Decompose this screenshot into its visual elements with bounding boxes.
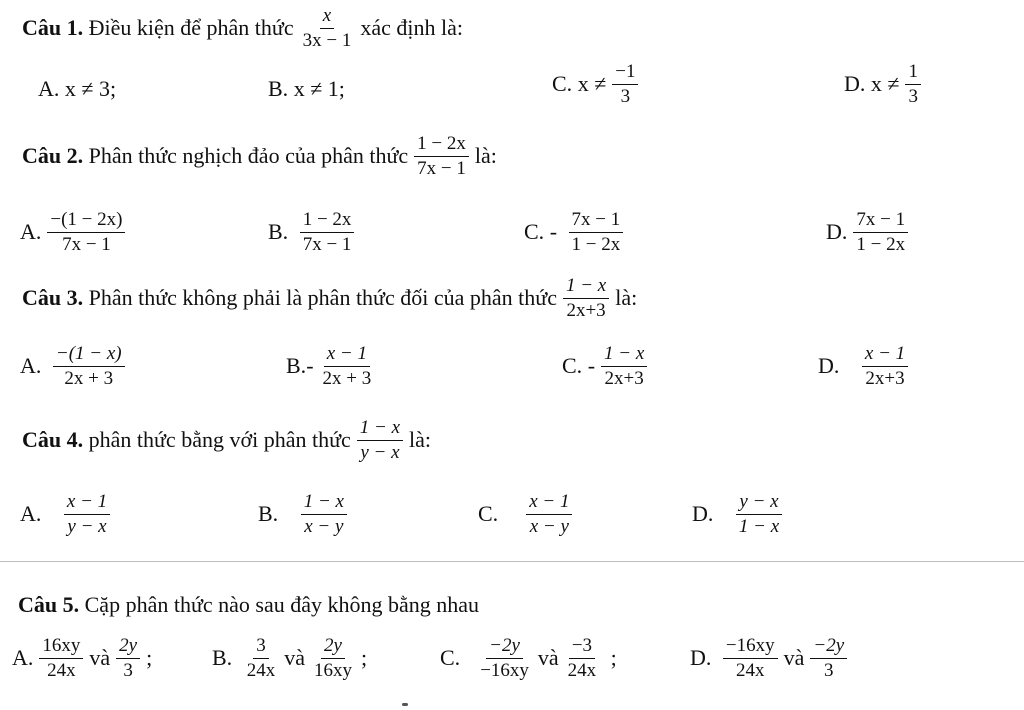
q4-stem [22, 418, 431, 463]
q5-option-b-fraction-1 [244, 636, 279, 681]
q4-option-c[interactable] [478, 492, 578, 537]
q5-option-c[interactable] [440, 636, 617, 681]
q4-option-c-den: x − y [529, 515, 569, 537]
q3-option-a-fraction [53, 344, 125, 389]
q5-option-b[interactable] [212, 636, 367, 681]
q5-option-d-f2-num: −2y [810, 636, 847, 659]
q2-option-b-den: 7x − 1 [302, 233, 352, 255]
q4-option-d-label: D. [692, 501, 714, 527]
q3-option-b-prefix: - [306, 353, 314, 379]
q1-option-d-label: D. [844, 71, 866, 97]
q1-option-c-num: −1 [612, 62, 638, 85]
q2-frac-den: 7x − 1 [417, 157, 466, 179]
q3-text-after: là: [615, 285, 638, 311]
q3-option-d-den: 2x+3 [865, 367, 905, 389]
q1-option-c-den: 3 [620, 85, 631, 107]
q2-option-c-fraction [569, 210, 624, 255]
q1-option-c-label: C. [552, 71, 573, 97]
q3-option-b-den: 2x + 3 [322, 367, 372, 389]
q3-option-c-prefix: - [587, 353, 596, 379]
q5-option-b-connector: và [284, 645, 305, 671]
q3-frac-den: 2x+3 [566, 299, 606, 321]
q1-option-d-den: 3 [908, 85, 918, 107]
q5-option-c-connector: và [537, 645, 559, 671]
q1-option-b[interactable] [268, 76, 345, 102]
q2-text-after: là: [474, 143, 497, 169]
q4-option-d[interactable] [692, 492, 788, 537]
q4-number: Câu 4. [22, 427, 84, 453]
q2-fraction [414, 134, 469, 179]
q2-text: Phân thức nghịch đảo của phân thức [88, 143, 409, 169]
q3-option-b-fraction [320, 344, 375, 389]
q3-option-d[interactable] [818, 344, 914, 389]
q3-option-b[interactable] [286, 344, 380, 389]
q5-option-d-f1-num: −16xy [723, 636, 778, 659]
q5-option-a-fraction-1 [39, 636, 83, 681]
q5-option-d-f2-den: 3 [824, 659, 834, 681]
q3-option-a-num: −(1 − x) [53, 344, 125, 367]
q4-option-a-num: x − 1 [64, 492, 110, 515]
q5-option-a[interactable] [12, 636, 152, 681]
q1-option-c-fraction [612, 62, 638, 107]
q3-stem [22, 276, 637, 321]
q4-fraction [357, 418, 403, 463]
q5-option-a-label: A. [12, 645, 34, 671]
q2-option-a-num: −(1 − 2x) [47, 210, 125, 233]
q5-option-c-end: ; [610, 645, 617, 671]
q3-option-d-num: x − 1 [862, 344, 908, 367]
q1-option-a[interactable] [38, 76, 116, 102]
q2-option-d-label: D. [826, 219, 848, 245]
q4-frac-num: 1 − x [357, 418, 403, 441]
q4-option-d-num: y − x [736, 492, 781, 515]
q3-option-d-fraction [862, 344, 908, 389]
q5-option-b-end: ; [360, 645, 368, 671]
q4-option-b-den: x − y [304, 515, 344, 537]
q5-option-a-f1-den: 24x [47, 659, 76, 681]
q1-option-a-text: x ≠ 3; [64, 76, 117, 101]
q3-option-c-label: C. [562, 353, 583, 379]
q5-option-c-f1-den: −16xy [480, 659, 529, 681]
q1-frac-den: 3x − 1 [302, 29, 352, 51]
q5-option-a-f2-den: 3 [123, 659, 133, 681]
q3-option-c[interactable] [562, 344, 653, 389]
q2-option-b[interactable] [268, 210, 360, 255]
q5-option-c-fraction-1 [477, 636, 532, 681]
q4-frac-den: y − x [360, 441, 400, 463]
q5-option-b-fraction-2 [311, 636, 355, 681]
section-divider [0, 561, 1024, 562]
q4-option-b-num: 1 − x [301, 492, 347, 515]
q1-number: Câu 1. [22, 15, 84, 41]
q5-number: Câu 5. [18, 592, 80, 617]
q2-option-b-num: 1 − 2x [300, 210, 355, 233]
q2-option-c-den: 1 − 2x [571, 233, 621, 255]
q3-frac-num: 1 − x [563, 276, 609, 299]
q5-option-b-f1-den: 24x [246, 659, 276, 681]
q5-option-d-fraction-2 [810, 636, 847, 681]
q2-option-c-prefix: - [549, 219, 558, 245]
q5-option-a-f1-num: 16xy [39, 636, 83, 659]
q1-option-d[interactable] [844, 62, 927, 107]
q5-option-a-f2-num: 2y [116, 636, 140, 659]
q1-stem [22, 6, 463, 51]
q3-option-a-label: A. [20, 353, 42, 379]
q5-option-b-label: B. [212, 645, 233, 671]
q1-option-b-text: x ≠ 1; [293, 76, 345, 101]
q5-option-a-connector: và [89, 645, 111, 671]
q4-option-a-fraction [64, 492, 110, 537]
q2-option-d-den: 1 − 2x [856, 233, 906, 255]
q5-option-b-f2-den: 16xy [313, 659, 352, 681]
q5-option-b-f2-num: 2y [321, 636, 345, 659]
q1-frac-num: x [320, 6, 334, 29]
q1-fraction [300, 6, 355, 51]
q5-option-c-f2-num: −3 [569, 636, 595, 659]
q4-text-after: là: [409, 427, 432, 453]
q1-option-b-label: B. [268, 76, 289, 101]
q1-option-d-fraction [905, 62, 921, 107]
q3-option-c-num: 1 − x [601, 344, 647, 367]
q1-option-c-prefix: x ≠ [577, 71, 607, 97]
q2-frac-num: 1 − 2x [414, 134, 469, 157]
q4-option-d-fraction [736, 492, 782, 537]
q4-option-b[interactable] [258, 492, 353, 537]
q2-option-c-label: C. [524, 219, 545, 245]
q3-option-d-label: D. [818, 353, 840, 379]
q1-option-c[interactable] [552, 62, 644, 107]
q1-text-after: xác định là: [360, 15, 463, 41]
q5-option-d-label: D. [690, 645, 712, 671]
q1-option-a-label: A. [38, 76, 60, 101]
q1-text: Điều kiện để phân thức [88, 15, 294, 41]
q5-option-c-f1-num: −2y [486, 636, 523, 659]
q2-number: Câu 2. [22, 143, 84, 169]
q1-option-d-prefix: x ≠ [870, 71, 900, 97]
q3-option-a[interactable] [20, 344, 131, 389]
q5-option-d[interactable] [690, 636, 853, 681]
q5-option-d-f1-den: 24x [736, 659, 765, 681]
q4-option-b-label: B. [258, 501, 279, 527]
q3-option-b-num: x − 1 [324, 344, 370, 367]
q3-option-a-den: 2x + 3 [64, 367, 114, 389]
q2-option-d-num: 7x − 1 [853, 210, 908, 233]
q4-option-c-label: C. [478, 501, 499, 527]
q5-option-a-end: ; [146, 645, 153, 671]
q4-option-a-den: y − x [67, 515, 107, 537]
q3-fraction [563, 276, 609, 321]
q2-option-b-fraction [300, 210, 355, 255]
q5-option-c-f2-den: 24x [567, 659, 597, 681]
q5-text: Cặp phân thức nào sau đây không bằng nhau [84, 592, 480, 617]
q2-option-a-label: A. [20, 219, 42, 245]
q2-stem [22, 134, 497, 179]
q4-option-c-num: x − 1 [526, 492, 572, 515]
q4-option-a[interactable] [20, 492, 116, 537]
q5-option-c-label: C. [440, 645, 461, 671]
q4-option-d-den: 1 − x [738, 515, 780, 537]
q2-option-a-den: 7x − 1 [62, 233, 111, 255]
stray-mark [402, 703, 408, 706]
q3-text: Phân thức không phải là phân thức đối của phân thức [88, 285, 557, 311]
q3-option-c-fraction [601, 344, 647, 389]
q4-option-b-fraction [301, 492, 347, 537]
q5-option-b-f1-num: 3 [253, 636, 269, 659]
q2-option-d-fraction [853, 210, 908, 255]
q5-option-a-fraction-2 [116, 636, 140, 681]
q2-option-c-num: 7x − 1 [569, 210, 624, 233]
q2-option-a-fraction [47, 210, 125, 255]
q1-option-d-num: 1 [905, 62, 921, 85]
q2-option-a[interactable] [20, 210, 131, 255]
q4-text: phân thức bằng với phân thức [88, 427, 351, 453]
q5-option-d-connector: và [783, 645, 805, 671]
q2-option-b-label: B. [268, 219, 289, 245]
q5-option-d-fraction-1 [723, 636, 778, 681]
q2-option-d[interactable] [826, 210, 914, 255]
q3-option-b-label: B. [286, 353, 307, 379]
q5-stem [18, 592, 479, 618]
q5-option-c-fraction-2 [565, 636, 600, 681]
q4-option-c-fraction [526, 492, 572, 537]
q2-option-c[interactable] [524, 210, 629, 255]
q3-number: Câu 3. [22, 285, 84, 311]
q4-option-a-label: A. [20, 501, 42, 527]
q3-option-c-den: 2x+3 [604, 367, 644, 389]
